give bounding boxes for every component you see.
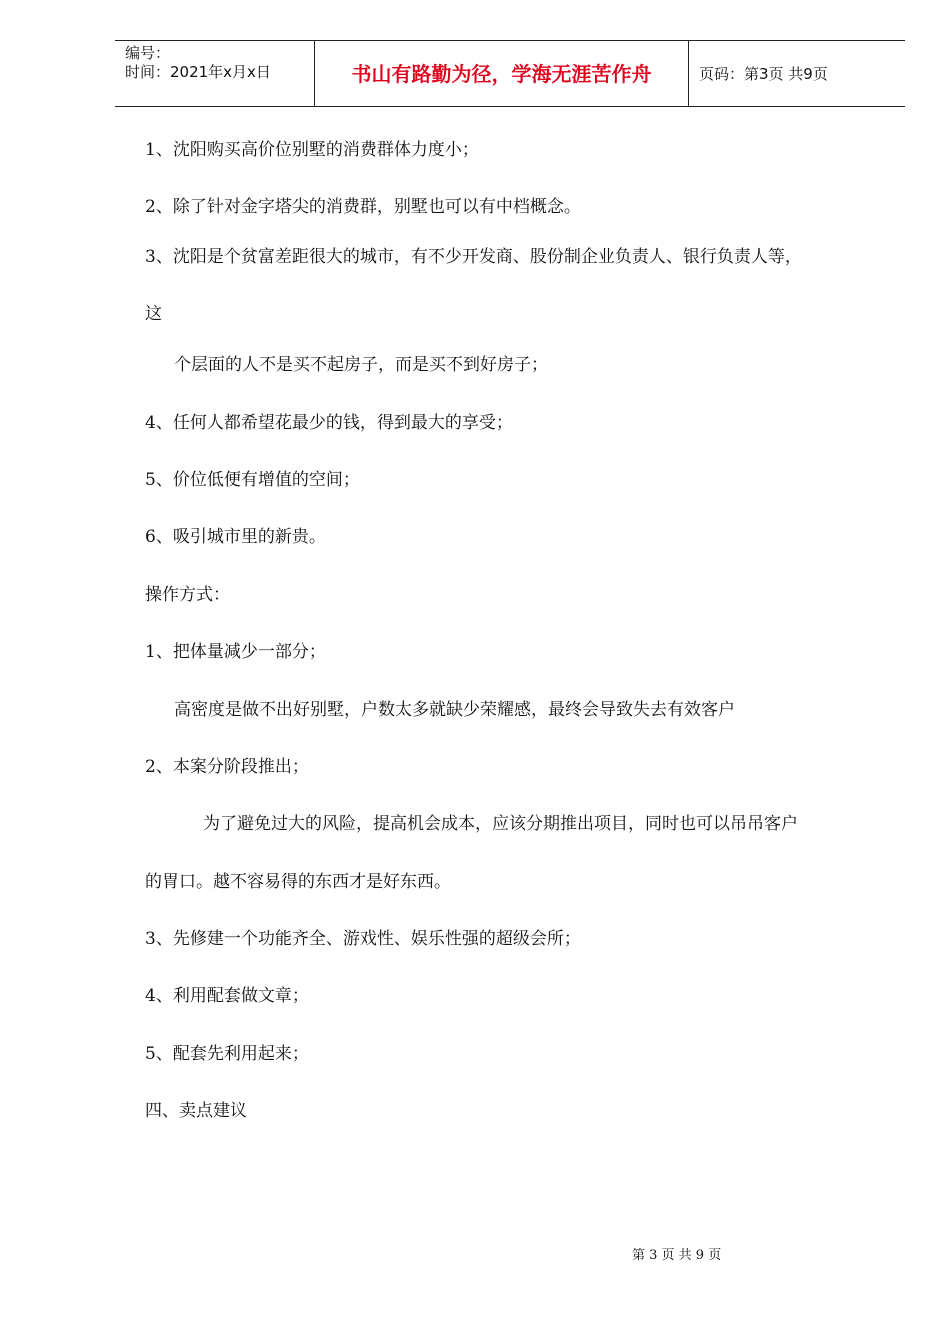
date-label: 时间：2021年x月x日 <box>125 63 271 81</box>
body-line: 4、利用配套做文章； <box>145 986 309 1006</box>
body-line: 2、本案分阶段推出； <box>145 757 309 777</box>
body-line: 5、价位低便有增值的空间； <box>145 470 360 490</box>
body-line: 个层面的人不是买不起房子，而是买不到好房子； <box>174 355 548 375</box>
body-line: 1、把体量减少一部分； <box>145 642 326 662</box>
body-line: 高密度是做不出好别墅，户数太多就缺少荣耀感，最终会导致失去有效客户 <box>174 700 735 720</box>
body-line: 为了避免过大的风险，提高机会成本，应该分期推出项目，同时也可以吊吊客户 <box>203 814 798 834</box>
body-line: 2、除了针对金字塔尖的消费群，别墅也可以有中档概念。 <box>145 197 581 217</box>
section-heading: 操作方式： <box>145 585 230 605</box>
body-line: 这 <box>145 304 162 324</box>
header-page-info: 页码：第3页 共9页 <box>699 65 828 83</box>
header-motto: 书山有路勤为径，学海无涯苦作舟 <box>315 41 689 106</box>
serial-number-label: 编号： <box>125 44 171 62</box>
body-line: 1、沈阳购买高价位别墅的消费群体力度小； <box>145 140 479 160</box>
page-header <box>115 40 905 107</box>
body-line: 4、任何人都希望花最少的钱，得到最大的享受； <box>145 413 513 433</box>
body-line: 3、先修建一个功能齐全、游戏性、娱乐性强的超级会所； <box>145 929 581 949</box>
body-line: 的胃口。越不容易得的东西才是好东西。 <box>145 872 451 892</box>
body-line: 3、沈阳是个贫富差距很大的城市，有不少开发商、股份制企业负责人、银行负责人等， <box>145 247 802 267</box>
section-heading: 四、卖点建议 <box>145 1101 247 1121</box>
body-line: 5、配套先利用起来； <box>145 1044 309 1064</box>
footer-page-number: 第 3 页 共 9 页 <box>632 1248 722 1263</box>
header-meta-cell <box>115 41 315 106</box>
body-line: 6、吸引城市里的新贵。 <box>145 527 326 547</box>
